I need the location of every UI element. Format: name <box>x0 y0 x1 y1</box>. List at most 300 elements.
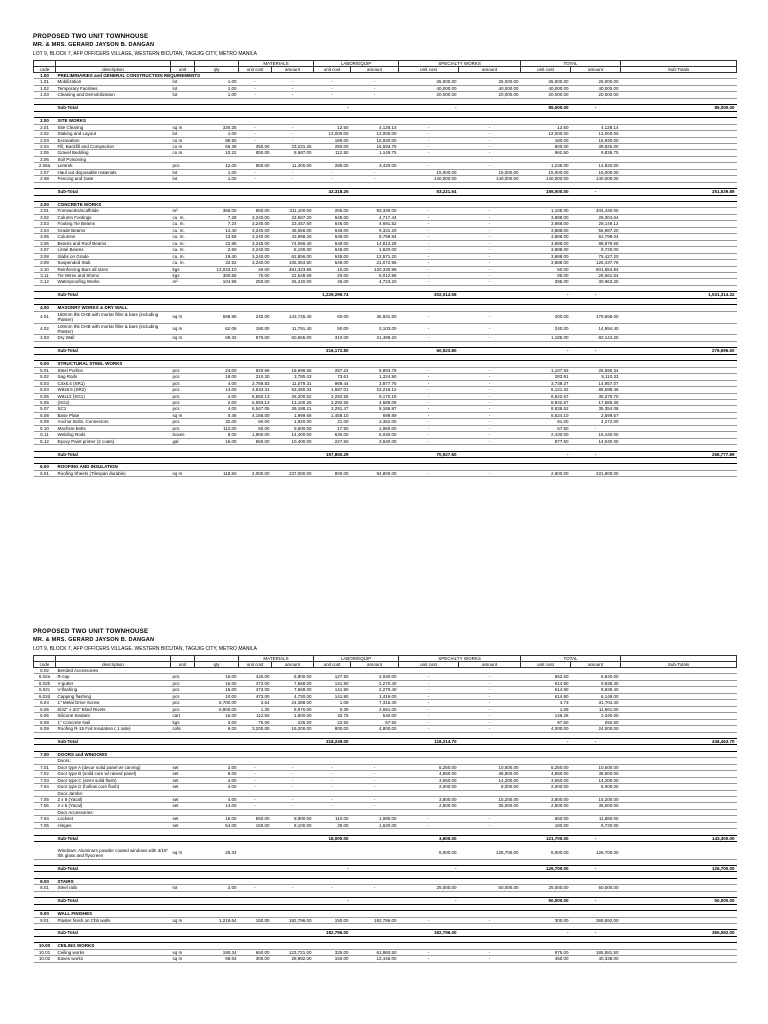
materials-amount: 143,726.40 <box>272 311 314 323</box>
specialty-amount: - <box>459 822 521 828</box>
total-amount: 9,836.75 <box>571 150 621 156</box>
labor-unit-cost: - <box>314 85 351 91</box>
materials-unit-cost: - <box>239 797 272 803</box>
owner-name: MR. & MRS. GERARD JAYSON B. DANGAN <box>33 637 155 643</box>
total-unit-cost: 614.90 <box>521 687 571 693</box>
item-qty: 7.24 <box>195 221 239 227</box>
item-description: Fencing and Gate <box>56 176 171 182</box>
labor-amount: 67.50 <box>351 719 399 725</box>
labor-amount: 16,593.75 <box>351 143 399 149</box>
specialty-unit-cost: - <box>399 137 459 143</box>
item-code: 3.07 <box>34 247 56 253</box>
labor-amount: - <box>351 85 399 91</box>
specialty-amount: - <box>459 726 521 732</box>
labor-subtotal: - <box>399 865 459 871</box>
materials-unit-cost: 875.00 <box>239 335 272 341</box>
item-unit: sq m <box>171 956 195 962</box>
materials-unit-cost: 3.64 <box>239 700 272 706</box>
specialty-unit-cost: - <box>399 693 459 699</box>
specialty-unit-cost: - <box>399 822 459 828</box>
materials-amount: 10,400.00 <box>272 438 314 444</box>
labor-amount: 2,352.00 <box>351 419 399 425</box>
item-unit: cu. m. <box>171 247 195 253</box>
materials-unit-cost: 3,240.00 <box>239 253 272 259</box>
materials-unit-cost: 6,547.05 <box>239 406 272 412</box>
labor-unit-cost: 150.00 <box>314 956 351 962</box>
labor-amount: 3,103.00 <box>351 323 399 335</box>
total-unit-cost: 450.00 <box>521 956 571 962</box>
materials-amount: 11,400.00 <box>272 163 314 169</box>
item-subtotal <box>621 470 737 476</box>
item-code: 7.02 <box>34 771 56 777</box>
labor-unit-cost: 127.50 <box>314 674 351 680</box>
materials-amount: 237,000.00 <box>272 470 314 476</box>
materials-unit-cost: - <box>239 92 272 98</box>
specialty-unit-cost: - <box>399 719 459 725</box>
total-amount: 40,000.00 <box>571 85 621 91</box>
item-unit: cu. m. <box>171 221 195 227</box>
materials-unit-cost: 473.00 <box>239 680 272 686</box>
item-description: Door type B (solid core w/ raised panel) <box>56 771 171 777</box>
labor-subtotal: 70,927.60 <box>399 451 459 457</box>
item-qty: 300.65 <box>195 272 239 278</box>
total-unit-cost: 81.00 <box>521 419 571 425</box>
labor-amount: 699.89 <box>351 412 399 418</box>
item-unit: lot <box>171 92 195 98</box>
col-amount: amount <box>351 67 399 73</box>
total-unit-cost: 3,888.00 <box>521 221 571 227</box>
labor-amount: - <box>351 764 399 770</box>
item-code: 10.02 <box>34 956 56 962</box>
materials-amount: 4,730.00 <box>272 693 314 699</box>
specialty-amount: - <box>459 680 521 686</box>
specialty-amount: - <box>459 713 521 719</box>
specialty-amount: - <box>459 163 521 169</box>
item-code: 5.11 <box>34 432 56 438</box>
total-subtotal: - <box>571 105 621 111</box>
item-description: Haul out disposable materials <box>56 169 171 175</box>
item-description: Column Footings <box>56 214 171 220</box>
item-qty: 18.00 <box>195 816 239 822</box>
section-code: 2.00 <box>34 118 56 124</box>
item-description: Door type A (decor solid panel w/ carving) <box>56 764 171 770</box>
item-qty: 16.00 <box>195 687 239 693</box>
materials-unit-cost: 75.00 <box>239 272 272 278</box>
item-qty: 1.00 <box>195 169 239 175</box>
item-description: Soil Poisoning <box>56 156 171 162</box>
total-amount: 12,000.00 <box>571 131 621 137</box>
item-code: 6.02 <box>34 668 56 674</box>
labor-unit-cost: 648.00 <box>314 214 351 220</box>
specialty-subtotal: - <box>521 930 571 936</box>
specialty-amount: 40,000.00 <box>459 85 521 91</box>
specialty-amount: - <box>459 253 521 259</box>
materials-subtotal: - <box>314 105 351 111</box>
labor-amount: 2,270.40 <box>351 687 399 693</box>
item-unit: cu. m. <box>171 240 195 246</box>
materials-amount: 182,796.00 <box>272 917 314 923</box>
item-code: 7.06 <box>34 803 56 809</box>
total-amount: 75,427.20 <box>571 253 621 259</box>
item-code: 4.03 <box>34 335 56 341</box>
item-description: SC1 <box>56 406 171 412</box>
specialty-unit-cost: - <box>399 266 459 272</box>
item-unit: kgs <box>171 266 195 272</box>
item-description: 6/32" x 3/4" Blind Rivets <box>56 706 171 712</box>
item-unit: sq m <box>171 311 195 323</box>
labor-unit-cost: - <box>314 169 351 175</box>
item-description: C4x5.4 (SR1) <box>56 380 171 386</box>
materials-unit-cost: 1.30 <box>239 706 272 712</box>
section-code: 4.00 <box>34 305 56 311</box>
labor-amount: - <box>351 176 399 182</box>
total-unit-cost: 15,000.00 <box>521 169 571 175</box>
section-subtotal: 126,700.00 <box>621 865 737 871</box>
materials-unit-cost: 3,240.00 <box>239 247 272 253</box>
total-unit-cost: 3,888.00 <box>521 247 571 253</box>
total-unit-cost: 1,107.93 <box>521 367 571 373</box>
item-code: 6.04 <box>34 700 56 706</box>
specialty-unit-cost: 20,000.00 <box>399 92 459 98</box>
materials-amount: 11,079.31 <box>272 380 314 386</box>
labor-amount: 4,585.09 <box>351 399 399 405</box>
labor-amount: 22,218.12 <box>351 387 399 393</box>
labor-unit-cost: 648.00 <box>314 247 351 253</box>
labor-unit-cost: - <box>314 764 351 770</box>
total-subtotal: - <box>571 835 621 841</box>
materials-amount: - <box>272 131 314 137</box>
specialty-amount: - <box>459 208 521 214</box>
materials-unit-cost: 112.50 <box>239 713 272 719</box>
item-code: 3.11 <box>34 272 56 278</box>
labor-unit-cost: 10.00 <box>314 266 351 272</box>
specialty-unit-cost: - <box>399 131 459 137</box>
labor-amount: 61,860.50 <box>351 949 399 955</box>
specialty-subtotal: 121,700.00 <box>521 835 571 841</box>
specialty-amount: - <box>459 700 521 706</box>
total-amount: 185,581.50 <box>571 949 621 955</box>
labor-unit-cost: 1,587.01 <box>314 387 351 393</box>
materials-amount: 22,548.59 <box>272 272 314 278</box>
item-description: R-cap <box>56 674 171 680</box>
total-amount: 2,699.57 <box>571 412 621 418</box>
total-amount: 85,698.46 <box>571 387 621 393</box>
total-amount: 28,561.54 <box>571 272 621 278</box>
total-unit-cost: 300.00 <box>521 917 571 923</box>
materials-unit-cost: 50.00 <box>239 425 272 431</box>
subtotal-label: Sub-Total <box>56 189 171 195</box>
item-unit: cu m <box>171 143 195 149</box>
section-title: PRELIMINARIES and GENERAL CONSTRUCTION REQUIREMENTS <box>56 73 737 79</box>
item-qty: 19.40 <box>195 253 239 259</box>
subtotal-label: Sub-Total <box>56 738 171 744</box>
specialty-subtotal: - <box>521 451 571 457</box>
materials-unit-cost: 2,769.83 <box>239 380 272 386</box>
cost-table-1 <box>33 60 737 477</box>
item-description: Tie Wires and Shims <box>56 272 171 278</box>
labor-unit-cost: 150.00 <box>314 917 351 923</box>
item-code: 3.10 <box>34 266 56 272</box>
labor-amount: 94,800.00 <box>351 470 399 476</box>
materials-unit-cost: - <box>239 771 272 777</box>
item-code: 5.10 <box>34 425 56 431</box>
item-code: 5.05 <box>34 393 56 399</box>
materials-amount: 63,480.34 <box>272 387 314 393</box>
total-unit-cost: 3,888.00 <box>521 260 571 266</box>
total-unit-cost: 8,842.67 <box>521 393 571 399</box>
labor-unit-cost: 250.00 <box>314 143 351 149</box>
section-subtotal: 365,592.00 <box>621 930 737 936</box>
materials-unit-cost: - <box>239 137 272 143</box>
materials-unit-cost: 1,800.00 <box>239 432 272 438</box>
subtotal-label: Sub-Total <box>56 930 171 936</box>
labor-amount: - <box>351 797 399 803</box>
specialty-unit-cost: - <box>399 247 459 253</box>
materials-unit-cost: 6,550.13 <box>239 399 272 405</box>
materials-unit-cost: 150.00 <box>239 822 272 828</box>
item-qty: 32.00 <box>195 419 239 425</box>
labor-amount: 13,446.00 <box>351 956 399 962</box>
materials-amount: - <box>272 137 314 143</box>
total-unit-cost: 283.91 <box>521 374 571 380</box>
specialty-amount: - <box>459 693 521 699</box>
materials-unit-cost: 950.00 <box>239 163 272 169</box>
labor-unit-cost: 12.50 <box>314 124 351 130</box>
total-unit-cost: 614.90 <box>521 693 571 699</box>
section-title: STAIRS <box>56 878 737 884</box>
item-description: Ceiling works <box>56 949 171 955</box>
total-unit-cost: 4,850.00 <box>521 771 571 777</box>
labor-amount: 6,893.79 <box>351 367 399 373</box>
item-qty: 16.00 <box>195 438 239 444</box>
materials-unit-cost: 850.00 <box>239 150 272 156</box>
section-code: 5.00 <box>34 361 56 367</box>
item-qty: 16.00 <box>195 680 239 686</box>
item-unit: pcs <box>171 380 195 386</box>
item-unit: pcs <box>171 693 195 699</box>
item-unit: sq m <box>171 124 195 130</box>
specialty-unit-cost: 5,000.00 <box>399 848 459 859</box>
specialty-amount: 20,000.00 <box>459 92 521 98</box>
specialty-amount: - <box>459 323 521 335</box>
labor-unit-cost: 17.50 <box>314 425 351 431</box>
total-unit-cost: 3,739.27 <box>521 380 571 386</box>
item-code: 3.09 <box>34 260 56 266</box>
item-code: 5.01 <box>34 367 56 373</box>
item-unit: pcs <box>171 674 195 680</box>
section-subtotal: 436,463.70 <box>621 738 737 744</box>
materials-subtotal: 1,229,299.74 <box>314 292 351 298</box>
labor-amount: - <box>351 79 399 85</box>
total-unit-cost: 95.00 <box>521 272 571 278</box>
total-amount: 14,200.00 <box>571 777 621 783</box>
section-title: CEILING WORKS <box>56 943 737 949</box>
item-unit: set <box>171 777 195 783</box>
item-qty: 2.00 <box>195 885 239 891</box>
total-subtotal: - <box>571 292 621 298</box>
labor-unit-cost: 2,292.55 <box>314 393 351 399</box>
item-unit: pcs <box>171 367 195 373</box>
item-qty: 54.00 <box>195 822 239 828</box>
col-unit-cost: unit cost <box>399 67 459 73</box>
labor-amount: - <box>351 169 399 175</box>
specialty-amount: 25,000.00 <box>459 79 521 85</box>
total-unit-cost: 962.50 <box>521 150 571 156</box>
total-amount: 14,040.00 <box>571 438 621 444</box>
materials-unit-cost: 473.00 <box>239 693 272 699</box>
materials-unit-cost: 473.00 <box>239 687 272 693</box>
item-code: 7.03 <box>34 777 56 783</box>
col-amount: amount <box>459 67 521 73</box>
labor-unit-cost: - <box>314 885 351 891</box>
materials-amount: - <box>272 176 314 182</box>
materials-amount: 6,800.00 <box>272 674 314 680</box>
item-unit: pcs <box>171 387 195 393</box>
labor-amount: 6,012.96 <box>351 272 399 278</box>
materials-unit-cost <box>239 848 272 859</box>
item-qty: 4.00 <box>195 393 239 399</box>
total-unit-cost: 6,121.32 <box>521 387 571 393</box>
total-unit-cost: 12,000.00 <box>521 131 571 137</box>
item-code: 2.08 <box>34 176 56 182</box>
labor-unit-cost: 287.24 <box>314 367 351 373</box>
item-subtotal <box>621 956 737 962</box>
item-code: 4.01 <box>34 311 56 323</box>
item-qty: 24.00 <box>195 367 239 373</box>
item-unit: lot <box>171 169 195 175</box>
specialty-amount: - <box>459 687 521 693</box>
item-qty: 10.22 <box>195 150 239 156</box>
materials-unit-cost: 3,240.00 <box>239 214 272 220</box>
labor-amount: 4,717.44 <box>351 214 399 220</box>
specialty-unit-cost: - <box>399 674 459 680</box>
col-description: description <box>56 67 171 73</box>
total-unit-cost: 3,888.00 <box>521 214 571 220</box>
specialty-amount: 50,000.00 <box>459 885 521 891</box>
item-unit: boxes <box>171 432 195 438</box>
item-description: Staking and Layout <box>56 131 171 137</box>
item-code: 6.02c <box>34 687 56 693</box>
specialty-amount: - <box>459 674 521 680</box>
materials-unit-cost: - <box>239 85 272 91</box>
item-code: 8.01 <box>34 885 56 891</box>
specialty-subtotal: - <box>521 738 571 744</box>
item-qty: 112.00 <box>195 425 239 431</box>
item-code: 5.09 <box>34 419 56 425</box>
item-description: Door Accessories: <box>56 809 171 815</box>
total-unit-cost: 67.50 <box>521 425 571 431</box>
specialty-unit-cost: - <box>399 253 459 259</box>
labor-amount: 4,723.20 <box>351 279 399 285</box>
total-unit-cost: 140,000.00 <box>521 176 571 182</box>
materials-amount: 26,240.00 <box>272 279 314 285</box>
materials-unit-cost: 2,000.00 <box>239 470 272 476</box>
specialty-amount: - <box>459 393 521 399</box>
item-qty: 66.38 <box>195 143 239 149</box>
subtotal-label: Sub-Total <box>56 451 171 457</box>
specialty-subtotal: 126,700.00 <box>521 865 571 871</box>
materials-amount: 13,100.26 <box>272 399 314 405</box>
total-amount: 88,879.68 <box>571 240 621 246</box>
labor-amount: 2,270.40 <box>351 680 399 686</box>
labor-unit-cost: - <box>314 176 351 182</box>
total-amount: 20,000.00 <box>571 92 621 98</box>
item-description: Windows: Aluminum powder coated windows with 3/16" thk glass and flyscreen <box>56 848 171 859</box>
specialty-amount: - <box>459 425 521 431</box>
total-amount: 5,110.33 <box>571 374 621 380</box>
total-unit-cost: 552.50 <box>521 674 571 680</box>
labor-unit-cost: 255.00 <box>314 208 351 214</box>
total-amount: 35,000.00 <box>571 803 621 809</box>
total-unit-cost: 5,624.10 <box>521 412 571 418</box>
col-amount: amount <box>459 662 521 668</box>
materials-unit-cost: 190.00 <box>239 323 272 335</box>
total-unit-cost: 3,888.00 <box>521 253 571 259</box>
item-qty: 14.00 <box>195 803 239 809</box>
materials-unit-cost: 650.00 <box>239 438 272 444</box>
item-qty: 4.00 <box>195 406 239 412</box>
labor-amount: 1,324.90 <box>351 374 399 380</box>
item-code: 5.06 <box>34 399 56 405</box>
total-unit-cost: 4.73 <box>521 700 571 706</box>
labor-amount: 35,931.60 <box>351 311 399 323</box>
specialty-unit-cost: - <box>399 419 459 425</box>
total-amount: 24,000.00 <box>571 726 621 732</box>
col-unit-cost: unit cost <box>521 662 571 668</box>
labor-unit-cost: - <box>314 79 351 85</box>
section-code: 7.00 <box>34 751 56 757</box>
labor-unit-cost: 60.00 <box>314 311 351 323</box>
materials-amount: - <box>272 79 314 85</box>
section-title: STRUCTURAL STEEL WORKS <box>56 361 737 367</box>
item-description: Lockset <box>56 816 171 822</box>
specialty-subtotal: 155,000.00 <box>521 189 571 195</box>
total-unit-cost: 600.00 <box>521 143 571 149</box>
materials-amount: 8,100.00 <box>272 247 314 253</box>
total-amount: 126,437.76 <box>571 260 621 266</box>
specialty-unit-cost: - <box>399 399 459 405</box>
total-unit-cost: 40,000.00 <box>521 85 571 91</box>
item-description: Roofing Sheets (Tilespan durable) <box>56 470 171 476</box>
item-qty: 14.40 <box>195 227 239 233</box>
labor-unit-cost: 33.75 <box>314 713 351 719</box>
total-unit-cost: 4,000.00 <box>521 726 571 732</box>
materials-amount: - <box>272 777 314 783</box>
group-specialty-works: SPECIALTY WORKS <box>399 61 521 67</box>
item-description: Suspended Slab <box>56 260 171 266</box>
labor-amount: 2,040.00 <box>351 674 399 680</box>
materials-amount: 7,568.00 <box>272 680 314 686</box>
item-description: Epoxy Paint primer (2 coats) <box>56 438 171 444</box>
materials-amount: - <box>272 771 314 777</box>
section-title: CONCRETE WORKS <box>56 202 737 208</box>
materials-amount: 225.00 <box>272 719 314 725</box>
total-amount: 15,200.00 <box>571 797 621 803</box>
item-description: Dry Wall <box>56 335 171 341</box>
total-unit-cost: 3,800.00 <box>521 797 571 803</box>
item-description: 1" Concrete Nail <box>56 719 171 725</box>
specialty-unit-cost: - <box>399 438 459 444</box>
total-amount: 50,000.00 <box>571 885 621 891</box>
total-unit-cost: 25,000.00 <box>521 885 571 891</box>
item-description: Doors: <box>56 758 171 764</box>
total-amount: - <box>571 425 621 431</box>
specialty-unit-cost: - <box>399 214 459 220</box>
item-code: 6.08 <box>34 719 56 725</box>
labor-amount: - <box>351 803 399 809</box>
materials-subtotal: 182,796.00 <box>314 930 351 936</box>
materials-unit-cost: 820.69 <box>239 367 272 373</box>
